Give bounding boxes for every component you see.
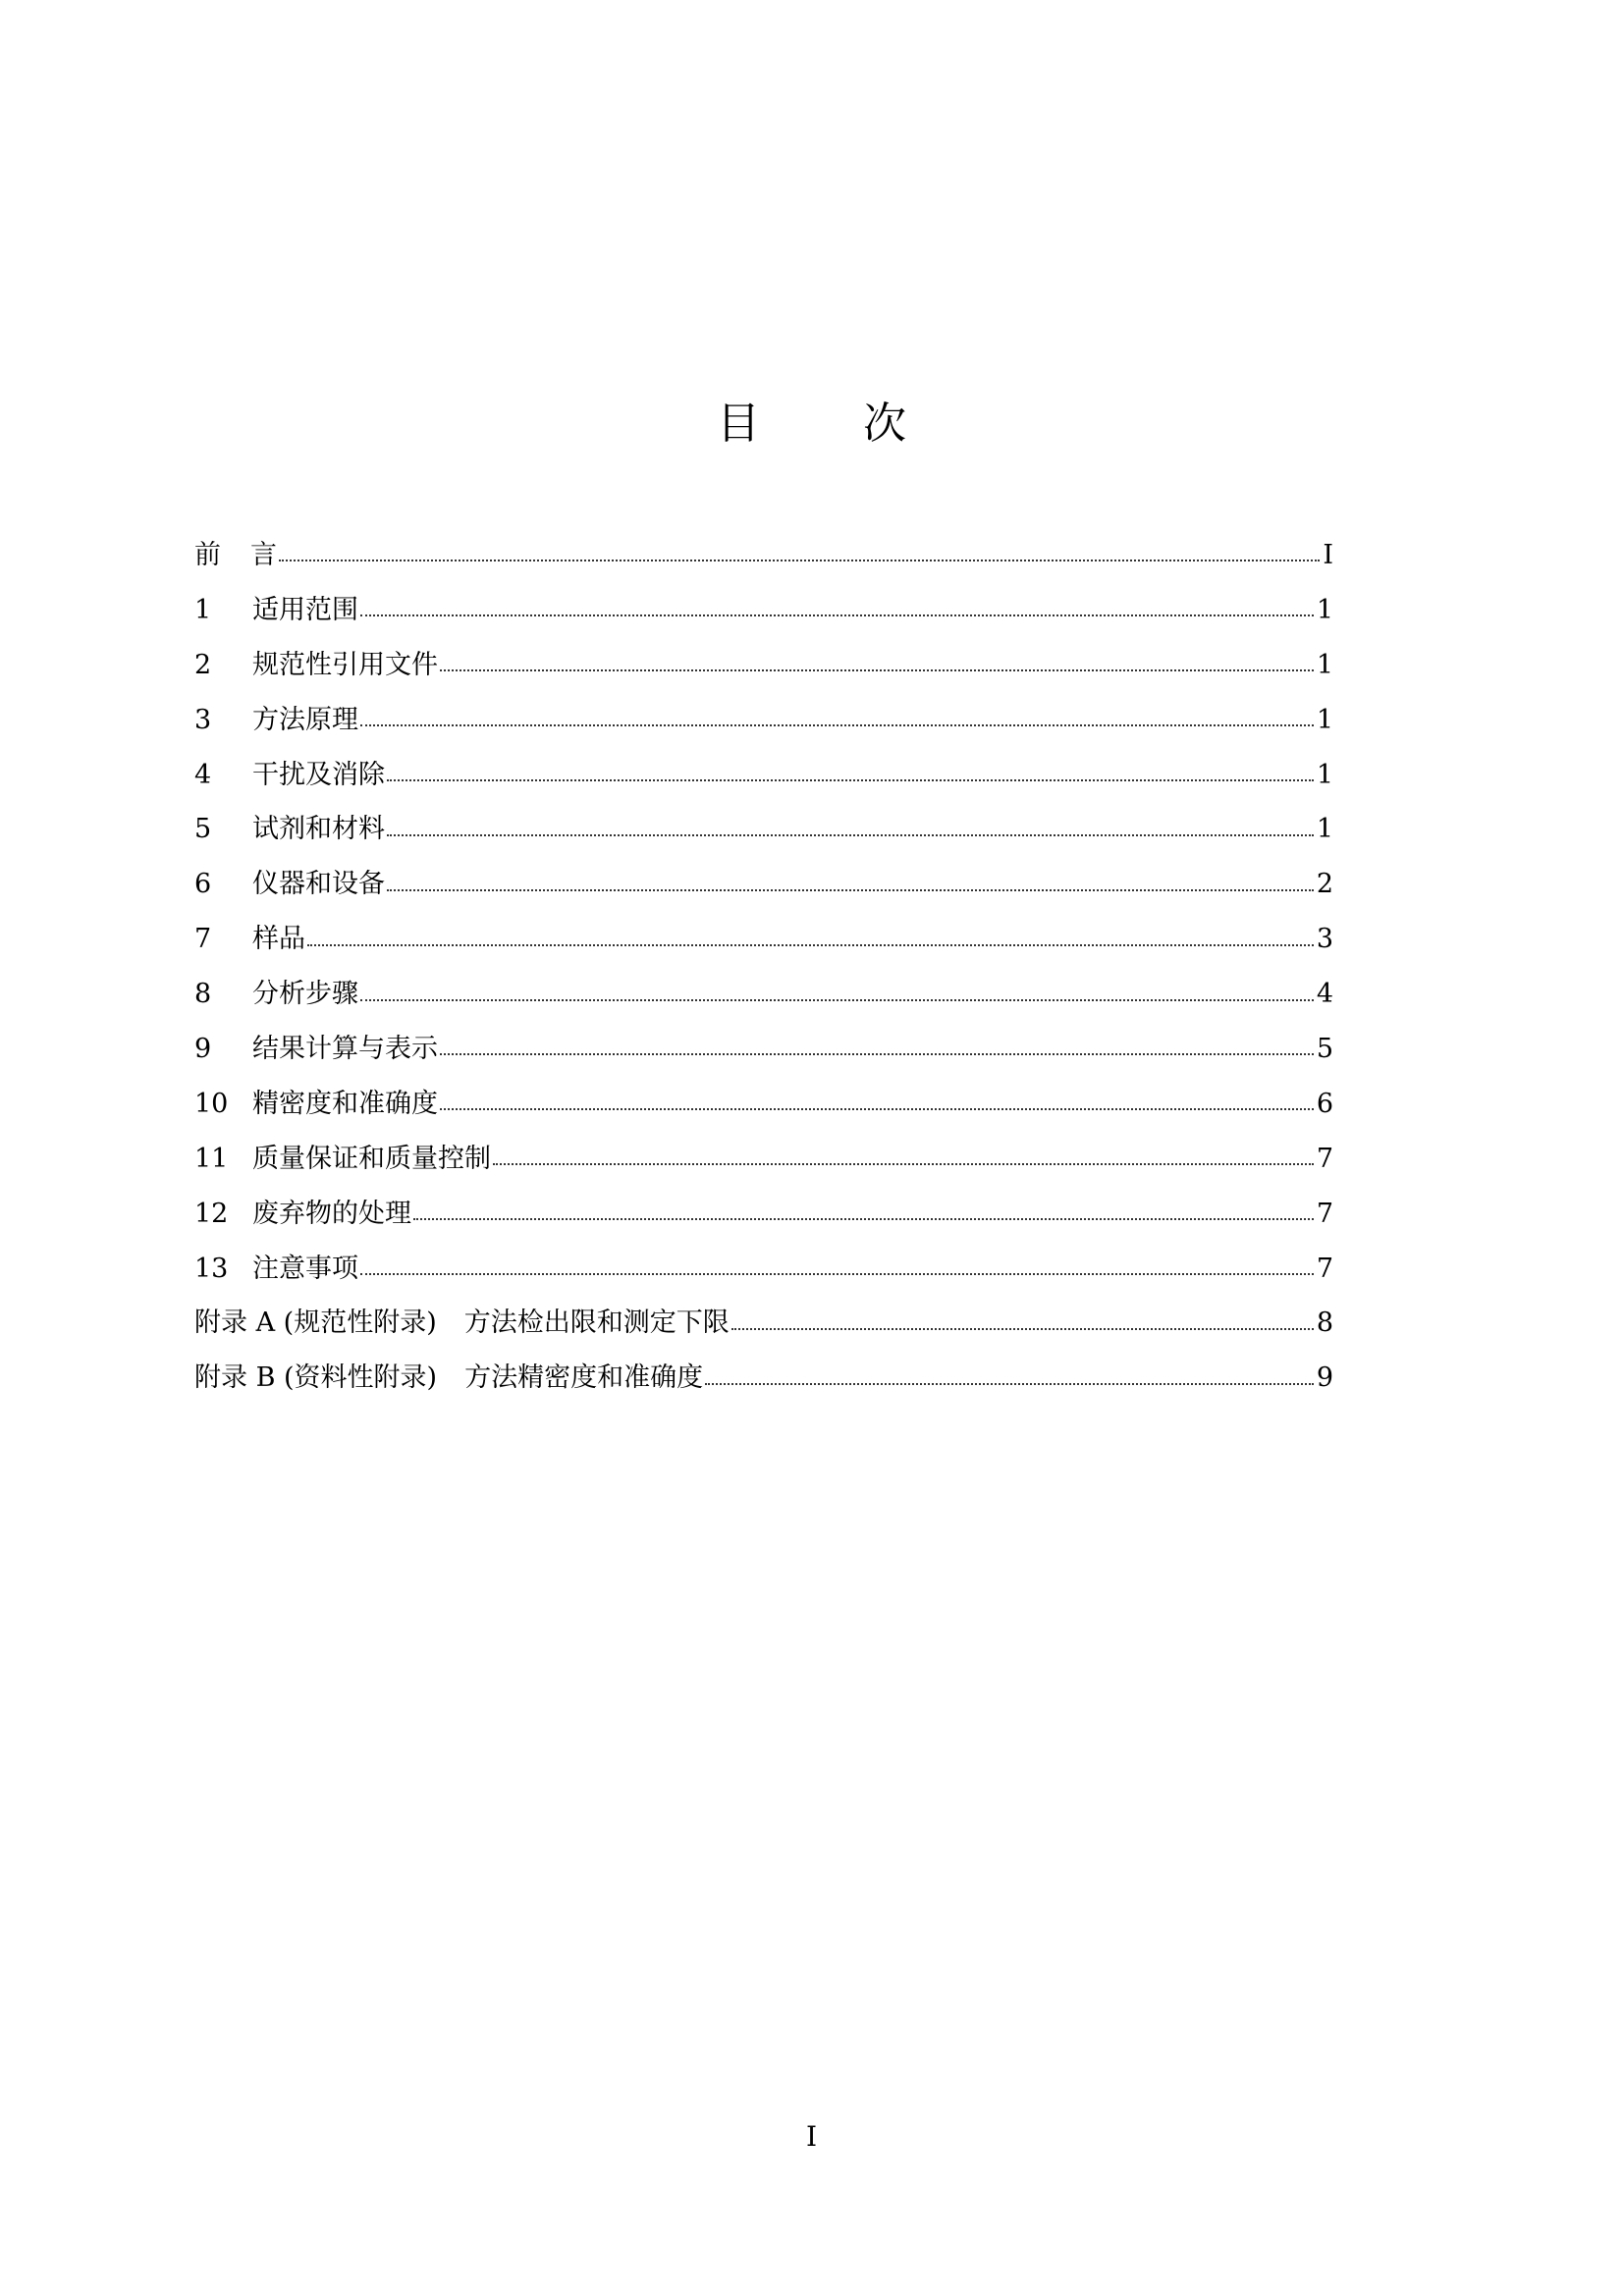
toc-page: 5 (1316, 1034, 1333, 1065)
toc-label-2: 言 (250, 540, 277, 570)
toc-number: 5 (194, 814, 212, 845)
toc-leader (387, 866, 1314, 892)
toc-leader (307, 921, 1314, 947)
toc-label: 方法检出限和测定下限 (463, 1308, 730, 1339)
appendix-prefix: 附录 B (资料性附录) (194, 1362, 438, 1394)
toc-number: 12 (194, 1198, 229, 1229)
appendix-prefix: 附录 A (规范性附录) (194, 1308, 437, 1339)
toc-number: 11 (194, 1143, 229, 1174)
toc-entry[interactable] (194, 1192, 1333, 1247)
toc-leader (440, 647, 1314, 673)
toc-page: 7 (1316, 1253, 1333, 1284)
toc-page: 1 (1316, 704, 1333, 735)
toc-page: I (1323, 540, 1333, 570)
toc-label: 方法原理 (252, 704, 358, 735)
toc-label: 试剂和材料 (252, 814, 385, 845)
toc-label: 样品 (252, 924, 305, 955)
toc-leader (279, 537, 1320, 563)
toc-entry[interactable] (194, 1027, 1333, 1082)
toc-entry-appendix-a[interactable] (194, 1301, 1333, 1356)
toc-entry[interactable] (194, 1137, 1333, 1192)
toc-number: 7 (194, 924, 212, 955)
toc-entry[interactable] (194, 1247, 1333, 1302)
table-of-contents (194, 533, 1333, 1411)
toc-entry[interactable] (194, 698, 1333, 753)
toc-page: 9 (1316, 1362, 1333, 1394)
toc-page: 8 (1316, 1308, 1333, 1339)
toc-leader (387, 757, 1314, 783)
toc-label: 质量保证和质量控制 (252, 1143, 491, 1174)
toc-page: 1 (1316, 594, 1333, 625)
toc-entry[interactable] (194, 972, 1333, 1027)
toc-number: 1 (194, 594, 212, 625)
toc-label: 精密度和准确度 (252, 1088, 438, 1119)
toc-page: 1 (1316, 649, 1333, 680)
toc-leader (360, 1251, 1314, 1277)
toc-leader (705, 1360, 1314, 1386)
toc-entry[interactable] (194, 643, 1333, 698)
toc-page: 7 (1316, 1143, 1333, 1174)
toc-label: 分析步骤 (252, 979, 358, 1010)
toc-leader (387, 811, 1314, 837)
toc-entry[interactable] (194, 807, 1333, 862)
toc-leader (360, 592, 1314, 618)
toc-label: 干扰及消除 (252, 759, 385, 790)
page-title (0, 388, 1623, 451)
toc-page: 6 (1316, 1088, 1333, 1119)
toc-entry[interactable] (194, 588, 1333, 643)
toc-page: 1 (1316, 814, 1333, 845)
toc-leader (493, 1141, 1314, 1167)
toc-label: 适用范围 (252, 594, 358, 625)
title-char-2: 次 (863, 399, 906, 449)
toc-leader (440, 1031, 1314, 1057)
toc-entry[interactable] (194, 917, 1333, 972)
toc-label: 前 (194, 540, 221, 570)
toc-entry-foreword[interactable] (194, 533, 1333, 588)
toc-number: 10 (194, 1088, 229, 1119)
toc-page: 7 (1316, 1198, 1333, 1229)
toc-label: 方法精密度和准确度 (464, 1362, 704, 1394)
toc-number: 9 (194, 1034, 212, 1065)
toc-label: 规范性引用文件 (252, 649, 438, 680)
toc-label: 仪器和设备 (252, 869, 385, 900)
toc-page: 1 (1316, 759, 1333, 790)
toc-entry[interactable] (194, 862, 1333, 917)
toc-page: 2 (1316, 869, 1333, 900)
toc-label: 注意事项 (252, 1253, 358, 1284)
title-char-1: 目 (717, 399, 760, 449)
toc-leader (360, 976, 1314, 1002)
toc-leader (731, 1305, 1314, 1331)
page-number: I (805, 2120, 818, 2153)
toc-label: 结果计算与表示 (252, 1034, 438, 1065)
toc-number: 2 (194, 649, 212, 680)
toc-number: 3 (194, 704, 212, 735)
toc-number: 4 (194, 759, 212, 790)
toc-number: 6 (194, 869, 212, 900)
toc-entry[interactable] (194, 1082, 1333, 1137)
toc-leader (360, 702, 1314, 728)
toc-number: 8 (194, 979, 212, 1010)
toc-entry[interactable] (194, 753, 1333, 808)
toc-page: 4 (1316, 979, 1333, 1010)
toc-label: 废弃物的处理 (252, 1198, 411, 1229)
toc-page: 3 (1316, 924, 1333, 955)
toc-number: 13 (194, 1253, 229, 1284)
toc-entry-appendix-b[interactable] (194, 1356, 1333, 1411)
toc-leader (440, 1086, 1314, 1112)
toc-leader (413, 1196, 1314, 1222)
